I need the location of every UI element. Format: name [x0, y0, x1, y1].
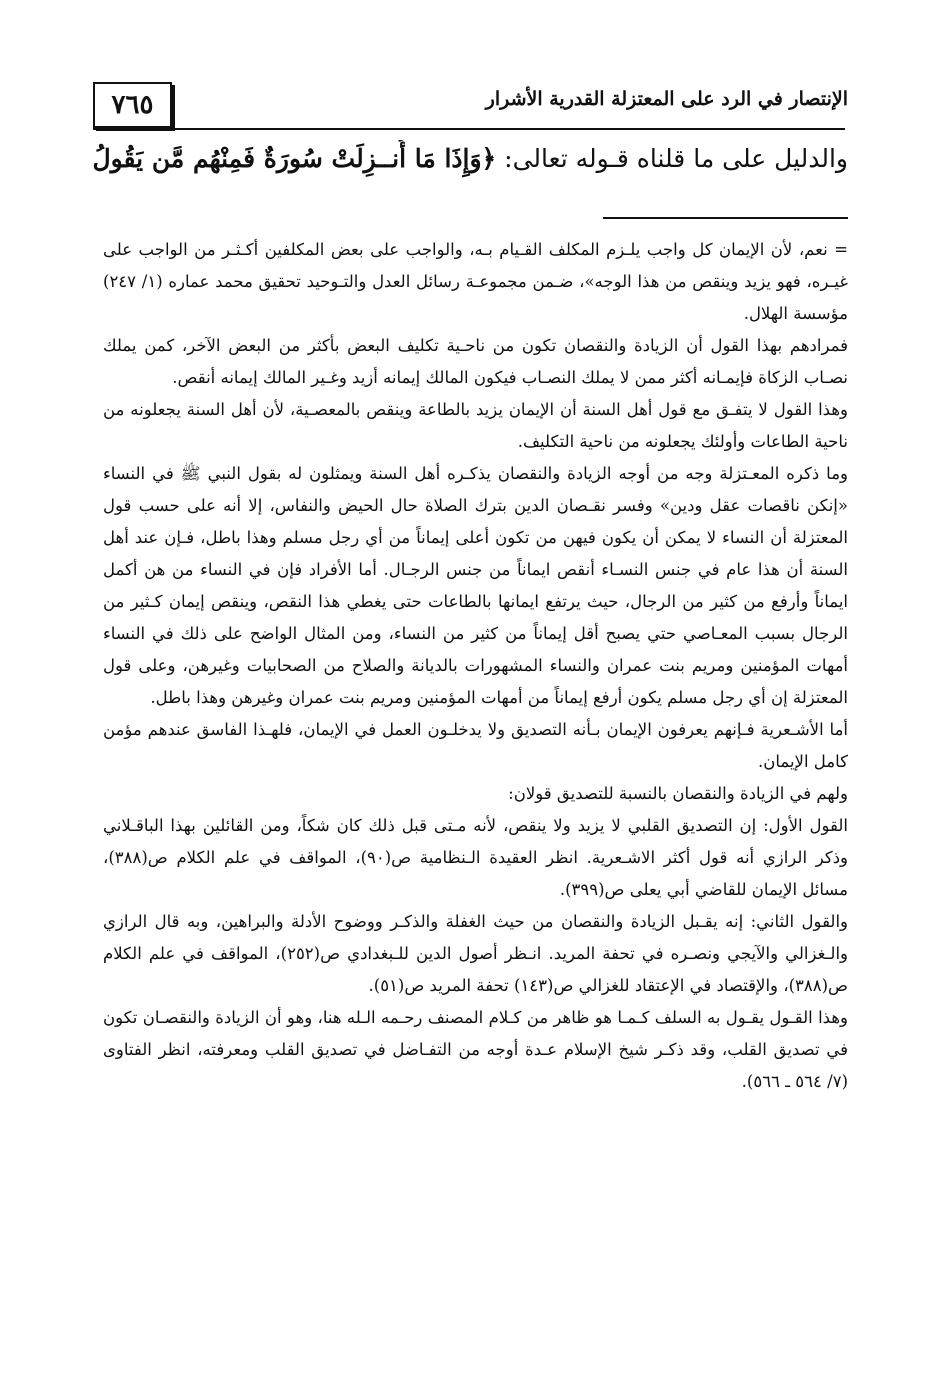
footnote-paragraph: فمرادهم بهذا القول أن الزيادة والنقصان تكون من ناحـية تكليف البعض بأكثر من البعض الآخر، كمن يملك نصـاب الزكاة فإيمـانه أكثر ممن لا يملك النصـاب فيكون المالك إيمانه أزيد وغـير المالك إيمانه أنقص.: [103, 336, 848, 387]
footnote-paragraph: ولهم في الزيادة والنقصان بالنسبة للتصديق قولان:: [508, 784, 848, 803]
footnote-paragraph: وهذا القـول يقـول به السلف كـمـا هو ظاهر من كـلام المصنف رحـمه الـله هنا، وهو أن الزيادة والنقصـان تكون في تصديق القلب، وقد ذكـر شيخ الإسلام عـدة أوجه من التفـاضل في تصديق القلب ومعرفته، انظر الفتاوى (٧/ ٥٦٤ ـ ٥٦٦).: [103, 1008, 848, 1091]
main-text-lead: والدليل على ما قلناه قـوله تعالى:: [496, 144, 848, 173]
page-number-box: [93, 82, 172, 128]
page-number: ٧٦٥: [111, 90, 154, 120]
footnote-paragraph: والقول الثاني: إنه يقـبل الزيادة والنقصان من حيث الغفلة والذكـر ووضوح الأدلة والبراهين، وبه قال الرازي والـغزالي والآيجي ونصـره في تحفة المريد. انـظر أصول الدين للـبغدادي ص(٢٥٢)، المواقف في علم الكلام ص(٣٨٨)، والإقتصاد في الإعتقاد للغزالي ص(١٤٣) تحفة المريد ص(٥١).: [103, 912, 848, 995]
footnote-divider: [603, 217, 848, 219]
header-divider: [93, 128, 845, 130]
footnote-paragraph: وما ذكره المعـتزلة وجه من أوجه الزيادة والنقصان يذكـره أهل السنة ويمثلون له بقول النبي ﷺ في النساء «إنكن ناقصات عقل ودين» وفسر نقـصان الدين بترك الصلاة حال الحيض والنفاس، إلا أنه على حسب قول المعتزلة أن النساء لا يمكن أن يكون فيهن من تكون أعلى إيماناً من أي رجل مسلم وهذا باطل، فـإن عند أهل السنة أن هذا عام في جنس النسـاء أنقص ايماناً من جنس الرجـال. أما الأفراد فإن في النساء من هن أكمل ايماناً وأرفع من كثير من الرجال، حيث يرتفع ايمانها بالطاعات حتى يغطي هذا النقص، وينقص إيمان كـثير من الرجال بسبب المعـاصي حتي يصبح أقل إيماناً من كثير من النساء، ومن المثال الواضح على ذلك في النساء أمهات المؤمنين ومريم بنت عمران والنساء المشهورات بالديانة والصلاح من الصحابيات وغيرهن، وعلى قول المعتزلة إن أي رجل مسلم يكون أرفع إيماناً من أمهات المؤمنين ومريم بنت عمران وغيرهن وهذا باطل.: [103, 464, 848, 707]
footnote-paragraph: أما الأشـعرية فـإنهم يعرفون الإيمان بـأنه التصديق ولا يدخلـون العمل في الإيمان، فلهـذا الفاسق عندهم مؤمن كامل الإيمان.: [103, 720, 848, 771]
footnote-paragraph: وهذا القول لا يتفـق مع قول أهل السنة أن الإيمان يزيد بالطاعة وينقص بالمعصـية، لأن أهل السنة يجعلونه من ناحية الطاعات وأولئك يجعلونه من ناحية التكليف.: [103, 400, 848, 451]
running-title: الإنتصار في الرد على المعتزلة القدرية الأشرار: [485, 88, 848, 110]
footnote-paragraph: القول الأول: إن التصديق القلبي لا يزيد ولا ينقص، لأنه مـتى قبل ذلك كان شكاً، ومن القائلين بهذا الباقـلاني وذكر الرازي أنه قول أكثر الاشـعرية. انظر العقيدة الـنظامية ص(٩٠)، المواقف في علم الكلام ص(٣٨٨)، مسائل الإيمان للقاضي أبي يعلى ص(٣٩٩).: [103, 816, 849, 899]
quran-verse: ﴿وَإِذَا مَا أُنــزِلَتْ سُورَةٌ فَمِنْهُم مَّن يَقُولُ: [92, 144, 497, 173]
footnotes: [103, 234, 848, 1098]
main-text-line: [88, 140, 848, 178]
footnote-paragraph: = نعم، لأن الإيمان كل واجب يلـزم المكلف القـيام بـه، والواجب على بعض المكلفين أكـثـر من الواجب على غيـره، فهو يزيد وينقص من هذا الوجه»، ضـمن مجموعـة رسائل العدل والتـوحيد تحقيق محمد عماره (١/ ٢٤٧) مؤسسة الهلال.: [103, 240, 848, 323]
